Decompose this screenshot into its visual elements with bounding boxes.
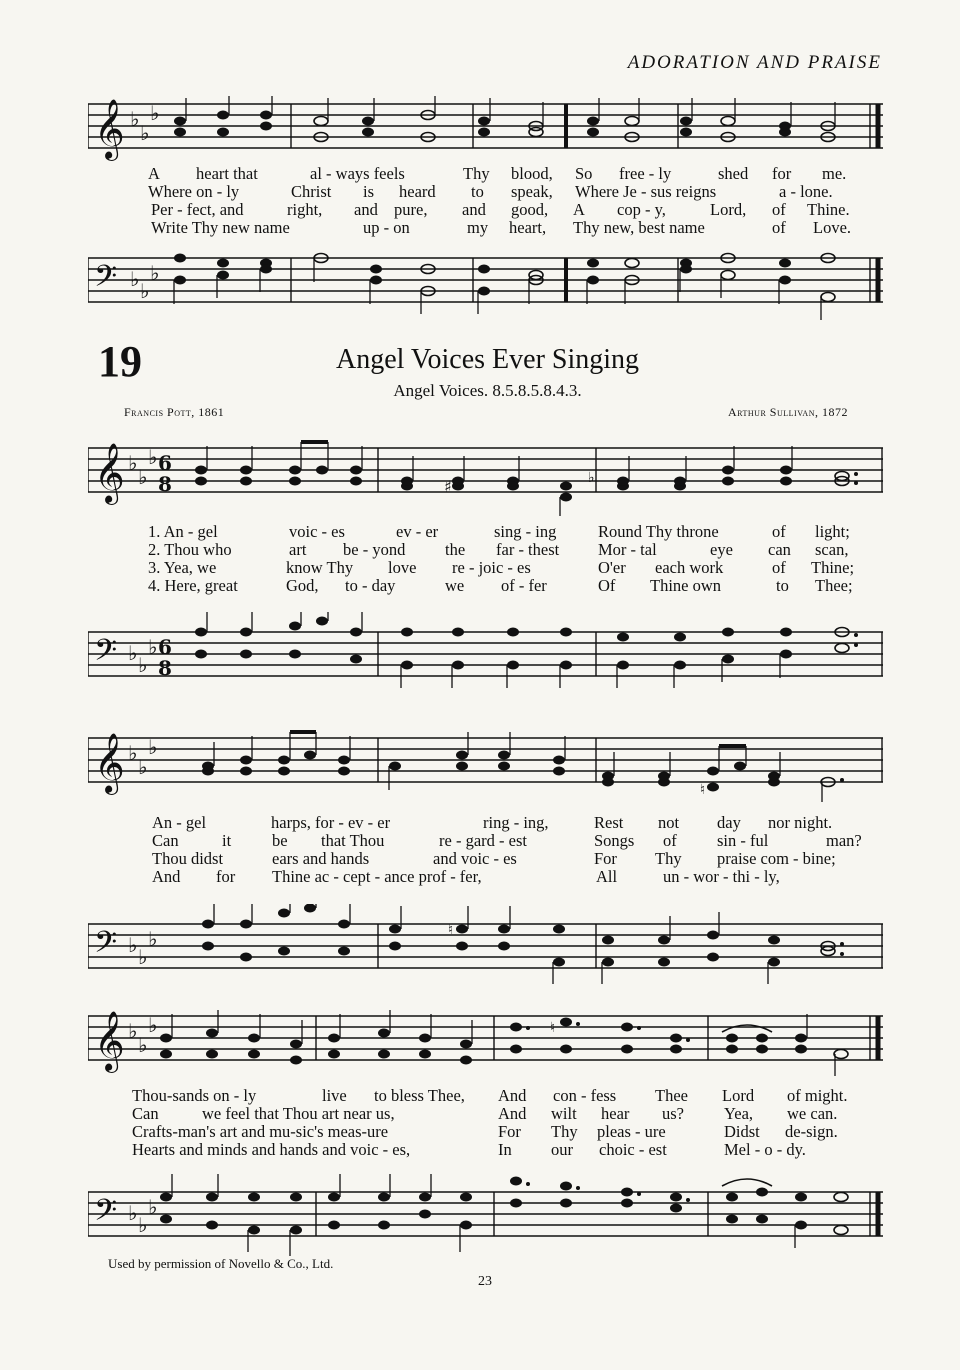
lyric-syllable: choic - est bbox=[599, 1140, 667, 1159]
music-credit: Arthur Sullivan, 1872 bbox=[728, 405, 848, 419]
lyric-syllable: we can. bbox=[787, 1104, 838, 1123]
lyric-syllable: Thine own bbox=[650, 576, 722, 595]
lyric-syllable: Yea, bbox=[724, 1104, 754, 1123]
lyric-syllable: Thy new, best name bbox=[573, 218, 705, 237]
permission-footnote: Used by permission of Novello & Co., Ltd. bbox=[108, 1256, 334, 1271]
svg-text:♭: ♭ bbox=[148, 635, 158, 659]
lyric-syllable: me. bbox=[822, 164, 847, 183]
svg-text:♭: ♭ bbox=[138, 755, 148, 779]
svg-text:♭: ♭ bbox=[150, 101, 160, 125]
lyric-syllable: know Thy bbox=[286, 558, 354, 577]
lyric-syllable: each work bbox=[655, 558, 724, 577]
bass-staff-graphic bbox=[88, 1172, 888, 1260]
lyric-syllable: And bbox=[498, 1086, 527, 1105]
lyric-syllable: that Thou bbox=[321, 831, 385, 850]
svg-text:♭: ♭ bbox=[130, 267, 140, 291]
lyric-syllable: Thine. bbox=[807, 200, 850, 219]
lyric-syllable: God, bbox=[286, 576, 319, 595]
lyric-syllable: sin - ful bbox=[717, 831, 769, 850]
svg-text:♭: ♭ bbox=[138, 1033, 148, 1057]
svg-text:♭: ♭ bbox=[128, 933, 138, 957]
lyric-syllable: For bbox=[594, 849, 617, 868]
lyric-syllable: con - fess bbox=[553, 1086, 617, 1105]
svg-text:𝄢: 𝄢 bbox=[94, 260, 118, 301]
svg-text:𝄞: 𝄞 bbox=[94, 99, 125, 159]
lyric-syllable: for bbox=[216, 867, 236, 886]
lyric-syllable: to bless Thee, bbox=[374, 1086, 465, 1105]
lyric-syllable: right, bbox=[287, 200, 323, 219]
lyric-syllable: Rest bbox=[594, 813, 624, 832]
system-2-treble-staff bbox=[88, 726, 888, 806]
svg-text:♮: ♮ bbox=[550, 1020, 556, 1036]
lyric-syllable: So bbox=[575, 164, 593, 183]
svg-text:𝄢: 𝄢 bbox=[94, 1194, 118, 1235]
lyric-syllable: 1. An - gel bbox=[148, 522, 218, 541]
lyric-syllable: re - joic - es bbox=[452, 558, 531, 577]
lyric-syllable: Per - fect, and bbox=[151, 200, 244, 219]
lyric-syllable: be - yond bbox=[343, 540, 406, 559]
lyric-syllable: shed bbox=[718, 164, 749, 183]
lyric-syllable: for bbox=[772, 164, 792, 183]
lyric-syllable: our bbox=[551, 1140, 573, 1159]
lyric-syllable: Of bbox=[598, 576, 616, 595]
lyric-syllable: 3. Yea, we bbox=[148, 558, 217, 577]
lyric-syllable: All bbox=[596, 867, 618, 886]
lyric-syllable: Crafts-man's art and mu-sic's meas-ure bbox=[132, 1122, 389, 1141]
lyric-syllable: re - gard - est bbox=[439, 831, 527, 850]
hymn-title: Angel Voices Ever Singing bbox=[335, 344, 640, 375]
lyric-syllable: Write Thy new name bbox=[151, 218, 290, 237]
lyric-syllable: ears and hands bbox=[272, 849, 370, 868]
lyric-syllable: de-sign. bbox=[785, 1122, 838, 1141]
tune-name-meter: Angel Voices. 8.5.8.5.8.4.3. bbox=[393, 381, 582, 400]
lyric-syllable: And bbox=[498, 1104, 527, 1123]
lyric-syllable: of bbox=[772, 218, 786, 237]
lyric-syllable: art bbox=[289, 540, 307, 559]
svg-text:♭: ♭ bbox=[148, 445, 158, 469]
treble-staff-graphic bbox=[88, 436, 888, 516]
svg-text:𝄞: 𝄞 bbox=[94, 733, 125, 793]
lyric-syllable: the bbox=[445, 540, 466, 559]
lyric-syllable: up - on bbox=[363, 218, 410, 237]
lyric-syllable: voic - es bbox=[289, 522, 345, 541]
svg-text:♮: ♮ bbox=[448, 922, 454, 938]
svg-text:♭: ♭ bbox=[128, 451, 138, 475]
lyric-syllable: far - thest bbox=[496, 540, 560, 559]
lyric-syllable: Thine; bbox=[811, 558, 855, 577]
lyric-syllable: of might. bbox=[787, 1086, 848, 1105]
lyric-syllable: day bbox=[717, 813, 741, 832]
lyric-syllable: praise com - bine; bbox=[717, 849, 836, 868]
lyric-syllable: ring - ing, bbox=[483, 813, 549, 832]
lyric-syllable: Thee; bbox=[815, 576, 853, 595]
continuation-treble-staff bbox=[88, 96, 888, 162]
svg-text:♭: ♭ bbox=[140, 279, 150, 303]
lyric-syllable: Lord, bbox=[710, 200, 747, 219]
bass-staff-graphic bbox=[88, 904, 888, 984]
lyric-syllable: to bbox=[471, 182, 484, 201]
treble-staff-graphic bbox=[88, 96, 888, 162]
lyric-syllable: An - gel bbox=[152, 813, 207, 832]
lyric-syllable: Where on - ly bbox=[148, 182, 240, 201]
lyric-syllable: Songs bbox=[594, 831, 635, 850]
lyric-syllable: Thee bbox=[655, 1086, 688, 1105]
lyric-syllable: of bbox=[772, 558, 786, 577]
lyric-syllable: un - wor - thi - ly, bbox=[663, 867, 780, 886]
svg-text:♭: ♭ bbox=[128, 1201, 138, 1225]
lyric-syllable: man? bbox=[826, 831, 862, 850]
svg-text:♭: ♭ bbox=[140, 121, 150, 145]
lyric-syllable: Hearts and minds and hands and voic - es, bbox=[132, 1140, 411, 1159]
system-3-treble-staff bbox=[88, 1004, 888, 1084]
lyric-syllable: scan, bbox=[815, 540, 849, 559]
svg-text:♭: ♭ bbox=[148, 1013, 158, 1037]
lyric-syllable: free - ly bbox=[619, 164, 672, 183]
lyric-syllable: 4. Here, great bbox=[148, 576, 238, 595]
lyric-syllable: pleas - ure bbox=[597, 1122, 666, 1141]
svg-text:♯: ♯ bbox=[444, 477, 452, 496]
svg-text:6: 6 bbox=[158, 635, 172, 659]
lyric-syllable: ev - er bbox=[396, 522, 439, 541]
lyric-syllable: heard bbox=[399, 182, 436, 201]
lyric-syllable: Thy bbox=[655, 849, 682, 868]
lyric-syllable: cop - y, bbox=[617, 200, 666, 219]
svg-text:♭: ♭ bbox=[128, 1019, 138, 1043]
svg-text:♭: ♭ bbox=[148, 735, 158, 759]
lyric-syllable: and bbox=[462, 200, 486, 219]
lyric-syllable: 2. Thou who bbox=[148, 540, 232, 559]
svg-text:♭: ♭ bbox=[588, 470, 595, 486]
lyric-syllable: is bbox=[363, 182, 375, 201]
svg-text:♮: ♮ bbox=[700, 782, 706, 798]
lyric-syllable: love bbox=[388, 558, 417, 577]
lyric-syllable: heart that bbox=[196, 164, 258, 183]
svg-text:♭: ♭ bbox=[138, 945, 148, 969]
lyric-syllable: eye bbox=[710, 540, 733, 559]
lyric-syllable: And bbox=[152, 867, 181, 886]
system-3-bass-staff bbox=[88, 1172, 888, 1260]
lyric-syllable: al - ways feels bbox=[310, 164, 405, 183]
lyric-syllable: heart, bbox=[509, 218, 547, 237]
lyric-syllable: Thy bbox=[463, 164, 490, 183]
system-1-bass-staff bbox=[88, 612, 888, 692]
lyric-syllable: and bbox=[354, 200, 378, 219]
lyric-syllable: Mor - tal bbox=[598, 540, 657, 559]
lyric-syllable: sing - ing bbox=[494, 522, 557, 541]
lyric-syllable: Can bbox=[152, 831, 179, 850]
lyric-syllable: we bbox=[445, 576, 465, 595]
lyric-syllable: light; bbox=[815, 522, 850, 541]
svg-text:𝄢: 𝄢 bbox=[94, 926, 118, 967]
lyric-syllable: Where Je - sus reigns bbox=[575, 182, 717, 201]
lyric-syllable: of bbox=[772, 200, 786, 219]
lyric-syllable: to - day bbox=[345, 576, 396, 595]
lyric-syllable: harps, for - ev - er bbox=[271, 813, 391, 832]
lyric-syllable: hear bbox=[601, 1104, 630, 1123]
svg-text:♭: ♭ bbox=[128, 741, 138, 765]
lyric-syllable: Round Thy throne bbox=[598, 522, 719, 541]
bass-staff-graphic bbox=[88, 250, 888, 322]
lyric-syllable: pure, bbox=[394, 200, 428, 219]
hymn-number: 19 bbox=[98, 337, 142, 386]
lyric-syllable: us? bbox=[662, 1104, 684, 1123]
lyric-syllable: Lord bbox=[722, 1086, 755, 1105]
lyric-syllable: Love. bbox=[813, 218, 852, 237]
lyric-syllable: Thou didst bbox=[152, 849, 224, 868]
svg-text:6: 6 bbox=[158, 451, 172, 475]
continuation-bass-staff bbox=[88, 250, 888, 322]
svg-text:8: 8 bbox=[158, 472, 172, 496]
svg-text:♭: ♭ bbox=[150, 261, 160, 285]
system-1-treble-staff bbox=[88, 436, 888, 516]
lyric-syllable: Can bbox=[132, 1104, 159, 1123]
treble-staff-graphic bbox=[88, 726, 888, 806]
lyric-syllable: and voic - es bbox=[433, 849, 517, 868]
system-2-bass-staff bbox=[88, 904, 888, 984]
lyric-syllable: Mel - o - dy. bbox=[724, 1140, 806, 1159]
svg-text:♭: ♭ bbox=[138, 653, 148, 677]
svg-text:8: 8 bbox=[158, 656, 172, 680]
lyric-syllable: A bbox=[573, 200, 585, 219]
lyric-syllable: O'er bbox=[598, 558, 626, 577]
svg-text:♭: ♭ bbox=[128, 641, 138, 665]
page-number: 23 bbox=[478, 1274, 492, 1289]
treble-staff-graphic bbox=[88, 1004, 888, 1084]
lyric-syllable: Thy bbox=[551, 1122, 578, 1141]
lyric-syllable: to bbox=[776, 576, 789, 595]
lyric-syllable: a - lone. bbox=[779, 182, 833, 201]
lyric-syllable: blood, bbox=[511, 164, 553, 183]
lyric-syllable: Christ bbox=[291, 182, 332, 201]
lyric-syllable: In bbox=[498, 1140, 512, 1159]
lyric-syllable: Thine ac - cept - ance prof - fer, bbox=[272, 867, 482, 886]
section-header: ADORATION AND PRAISE bbox=[627, 52, 882, 73]
lyric-syllable: Didst bbox=[724, 1122, 760, 1141]
lyric-syllable: be bbox=[272, 831, 288, 850]
svg-text:𝄞: 𝄞 bbox=[94, 1011, 125, 1071]
svg-text:♭: ♭ bbox=[148, 1195, 158, 1219]
lyric-syllable: can bbox=[768, 540, 791, 559]
words-credit: Francis Pott, 1861 bbox=[124, 405, 225, 419]
svg-text:𝄞: 𝄞 bbox=[94, 443, 125, 503]
svg-text:♭: ♭ bbox=[138, 1213, 148, 1237]
svg-text:♭: ♭ bbox=[138, 465, 148, 489]
lyric-syllable: speak, bbox=[511, 182, 553, 201]
lyric-syllable: live bbox=[322, 1086, 347, 1105]
lyric-syllable: wilt bbox=[551, 1104, 577, 1123]
lyric-syllable: of bbox=[663, 831, 677, 850]
lyric-syllable: nor night. bbox=[768, 813, 833, 832]
lyric-syllable: Thou-sands on - ly bbox=[132, 1086, 257, 1105]
lyric-syllable: For bbox=[498, 1122, 521, 1141]
svg-text:♭: ♭ bbox=[130, 107, 140, 131]
lyric-syllable: of - fer bbox=[501, 576, 547, 595]
bass-staff-graphic bbox=[88, 612, 888, 692]
svg-text:𝄢: 𝄢 bbox=[94, 634, 118, 675]
svg-text:♭: ♭ bbox=[148, 927, 158, 951]
lyric-syllable: of bbox=[772, 522, 786, 541]
lyric-syllable: we feel that Thou art near us, bbox=[202, 1104, 395, 1123]
lyric-syllable: good, bbox=[511, 200, 549, 219]
lyric-syllable: my bbox=[467, 218, 489, 237]
lyric-syllable: A bbox=[148, 164, 160, 183]
lyric-syllable: not bbox=[658, 813, 680, 832]
lyric-syllable: it bbox=[222, 831, 232, 850]
